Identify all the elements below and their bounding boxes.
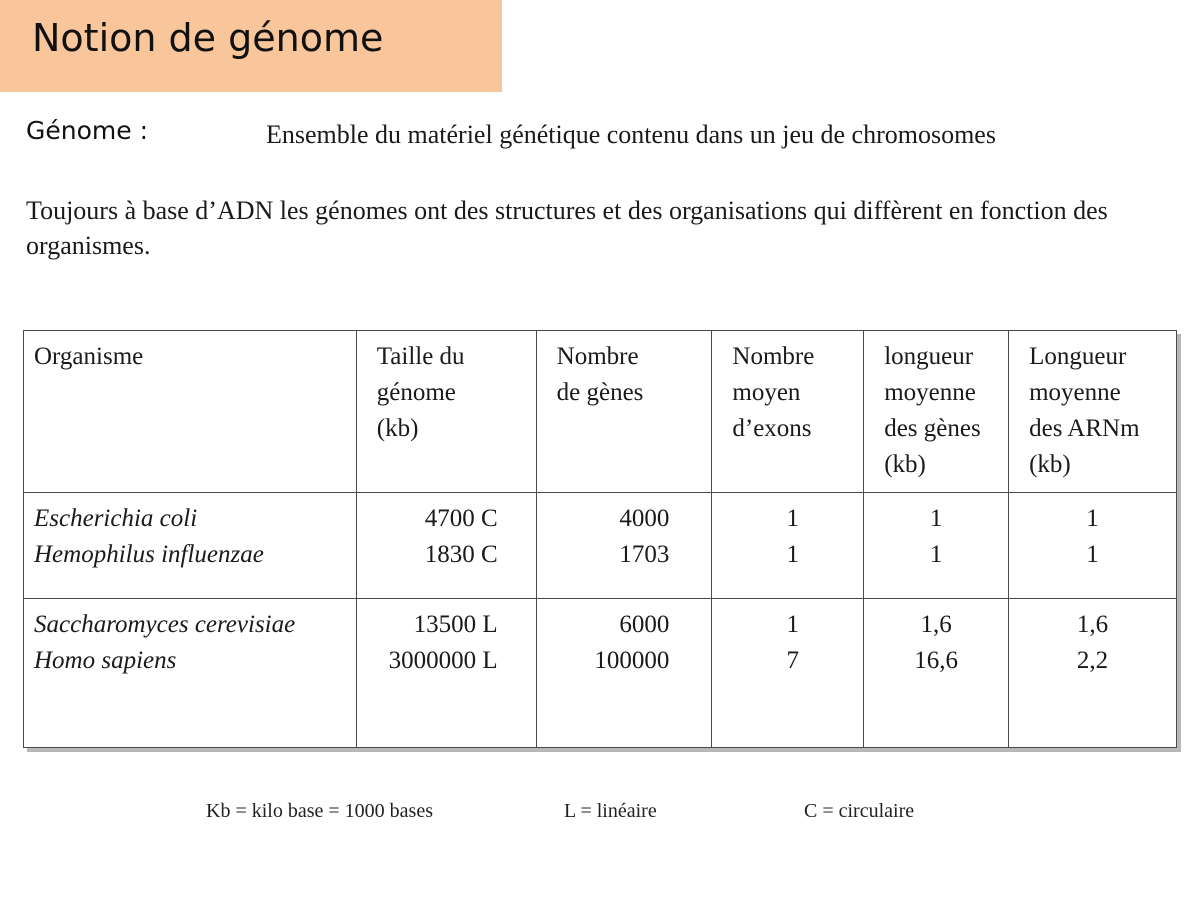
table-row-group-prokaryotes [24,493,1177,599]
definition-label: Génome : [26,116,148,145]
header-line: des gènes [884,415,981,442]
header-line: Organisme [34,343,144,370]
header-longueur-genes [864,331,1009,493]
cell-exon-count [712,493,864,599]
genome-table-container [23,330,1177,748]
cell-genome-size [356,599,536,748]
organism-name: Saccharomyces cerevisiae [34,611,296,638]
cell-gene-count [536,493,712,599]
mrna-length-value: 2,2 [1076,647,1109,674]
intro-paragraph: Toujours à base d’ADN les génomes ont des structures et des organisations qui diffèrent en fonction des organismes. [26,196,1108,260]
gene-count-value: 100000 [594,647,670,674]
definition-text: Ensemble du matériel génétique contenu dans un jeu de chromosomes [266,120,996,149]
mrna-length-value: 1 [1086,505,1099,532]
genome-table [23,330,1177,748]
genome-size-value: 1830 C [424,541,498,568]
header-line: Nombre [556,343,639,370]
mrna-length-value: 1,6 [1076,611,1109,638]
header-line: Taille du [376,343,465,370]
exon-count-value: 1 [786,541,800,568]
header-nombre-exons [712,331,864,493]
header-line: moyenne [1029,379,1121,406]
table-row-group-eukaryotes [24,599,1177,748]
organism-name: Hemophilus influenzae [34,541,264,568]
genome-size-value: 13500 L [413,611,498,638]
gene-length-value: 16,6 [914,647,959,674]
cell-gene-length [864,599,1009,748]
footer-circular-note: C = circulaire [804,800,915,822]
header-line: Nombre [732,343,815,370]
header-line: longueur [884,343,974,370]
exon-count-value: 1 [786,611,800,638]
footer-kb-note: Kb = kilo base = 1000 bases [206,800,433,822]
header-line: (kb) [1029,451,1071,478]
cell-genome-size [356,493,536,599]
mrna-length-value: 1 [1086,541,1099,568]
title-banner [0,0,502,92]
genome-size-value: 3000000 L [388,647,498,674]
gene-count-value: 6000 [619,611,670,638]
slide-title: Notion de génome [32,16,384,60]
cell-gene-length [864,493,1009,599]
exon-count-value: 7 [786,647,800,674]
gene-length-value: 1 [929,505,943,532]
cell-organism [24,493,357,599]
cell-organism [24,599,357,748]
cell-gene-count [536,599,712,748]
header-line: (kb) [376,415,419,442]
gene-length-value: 1,6 [920,611,952,638]
organism-name: Homo sapiens [34,647,177,674]
table-header-row [24,331,1177,493]
header-line: d’exons [732,415,812,442]
gene-count-value: 4000 [619,505,670,532]
header-nombre-genes [536,331,712,493]
gene-count-value: 1703 [619,541,670,568]
exon-count-value: 1 [786,505,800,532]
genome-size-value: 4700 C [424,505,498,532]
gene-length-value: 1 [929,541,943,568]
header-taille-genome [356,331,536,493]
cell-mrna-length [1009,599,1177,748]
header-organisme [24,331,357,493]
header-line: (kb) [884,451,926,478]
header-longueur-arnm [1009,331,1177,493]
cell-exon-count [712,599,864,748]
footer-linear-note: L = linéaire [564,800,657,822]
header-line: des ARNm [1029,415,1140,442]
header-line: Longueur [1029,343,1127,370]
cell-mrna-length [1009,493,1177,599]
header-line: moyen [732,379,801,406]
header-line: moyenne [884,379,976,406]
organism-name: Escherichia coli [34,505,198,532]
header-line: de gènes [556,379,644,406]
header-line: génome [376,379,456,406]
